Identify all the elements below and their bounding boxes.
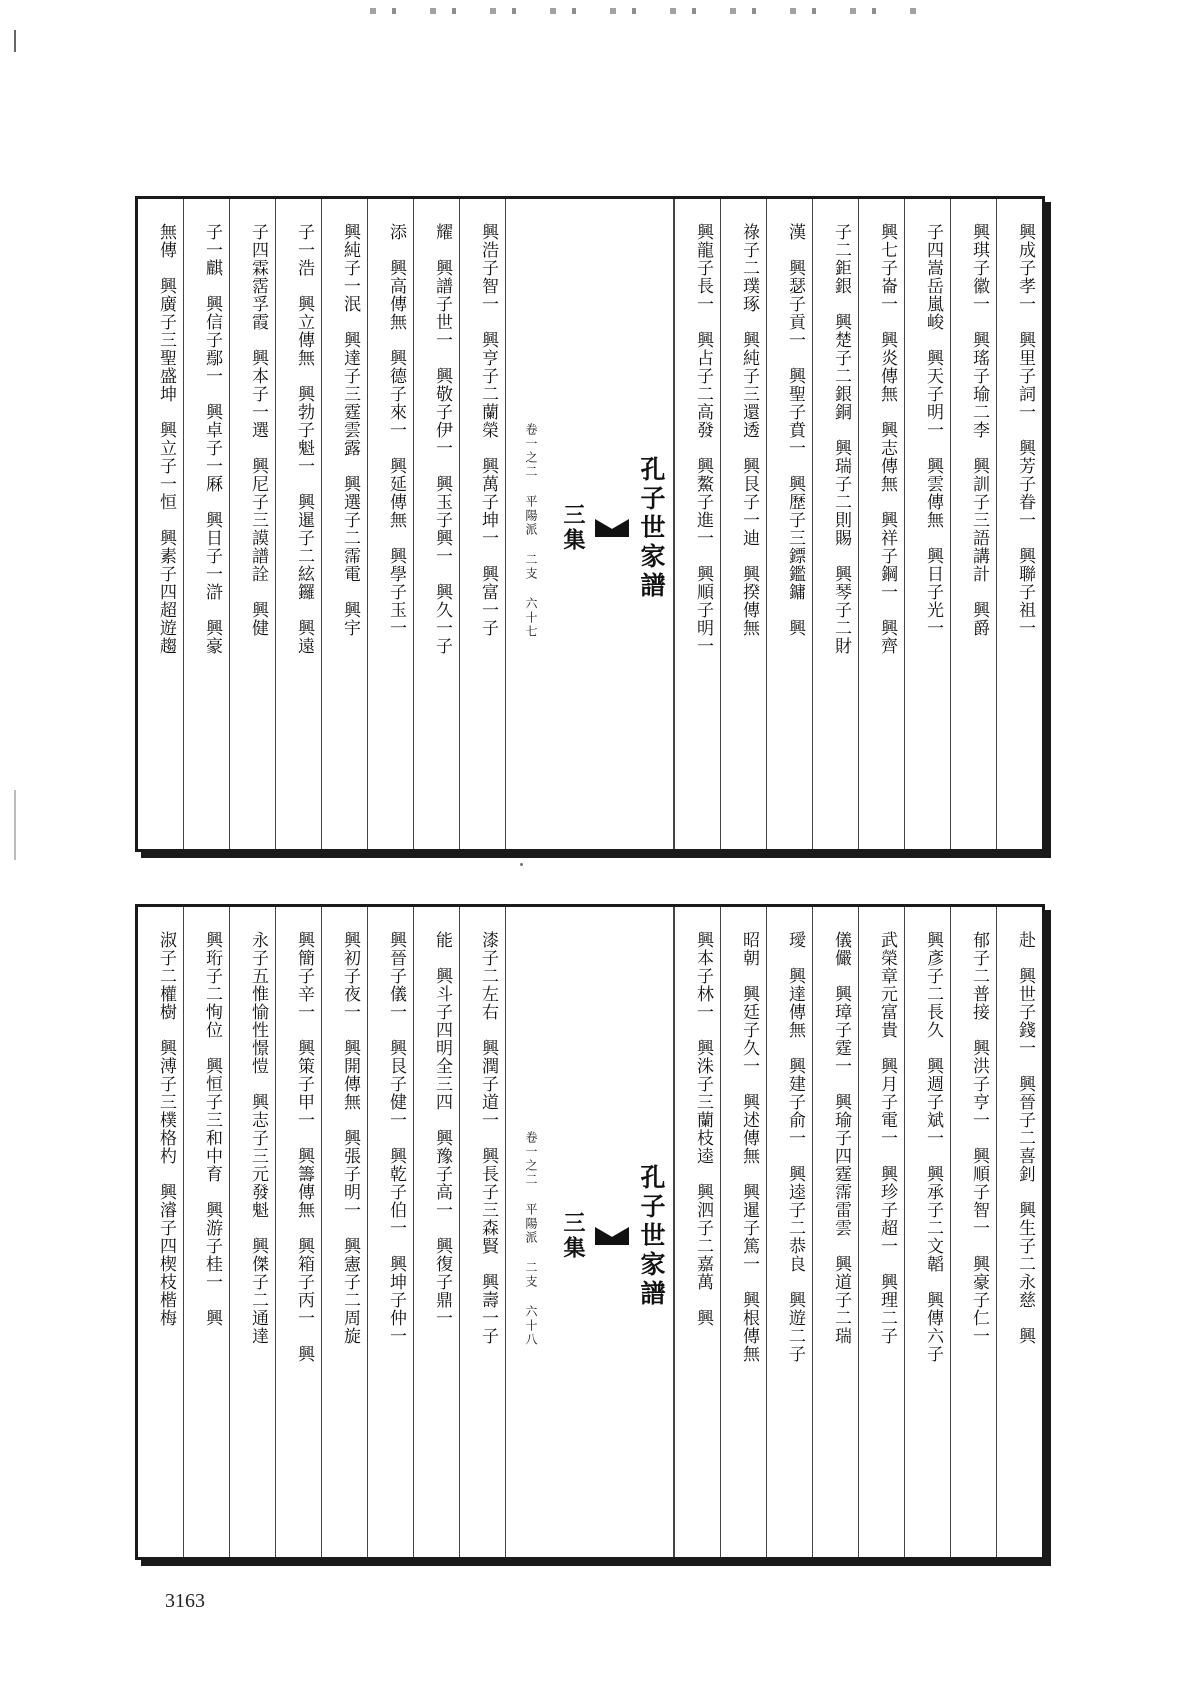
entry-column: 璦 興達傳無 興建子俞一 興逵子二恭良 興遊二子 bbox=[766, 907, 812, 1557]
fish-tail-mark-icon bbox=[595, 519, 629, 537]
entry-column: 子四嵩岳嵐峻 興天子明一 興雲傳無 興日子光一 bbox=[904, 199, 950, 849]
scan-margin-mark bbox=[14, 790, 16, 860]
genealogy-page-68 bbox=[135, 904, 1045, 1560]
entry-column: 興純子一泯 興達子三霆雲露 興選子二霈電 興宇 bbox=[321, 199, 367, 849]
entry-column: 漢 興瑟子貢一 興聖子賁一 興歷子三鏢鑑鏞 興 bbox=[766, 199, 812, 849]
entry-column: 興浩子智一 興亨子二蘭榮 興萬子坤一 興富一子 bbox=[459, 199, 505, 849]
entry-column: 赴 興世子錢一 興晉子二喜釗 興生子二永慈 興 bbox=[996, 907, 1042, 1557]
entry-column: 子一浩 興立傳無 興勃子魁一 興暹子二絃鑼 興遠 bbox=[275, 199, 321, 849]
entry-column: 興龍子長一 興占子二高發 興鰲子進一 興順子明一 bbox=[674, 199, 720, 849]
center-fold-margin bbox=[505, 199, 674, 849]
entry-column: 興本子林一 興洙子三蘭枝逵 興泗子二嘉萬 興 bbox=[674, 907, 720, 1557]
entry-column: 興珩子二恂位 興恒子三和中育 興游子桂一 興 bbox=[183, 907, 229, 1557]
entry-column: 耀 興譜子世一 興敬子伊一 興玉子興一 興久一子 bbox=[413, 199, 459, 849]
fish-tail-mark-icon bbox=[595, 1227, 629, 1245]
entry-column: 漆子二左右 興潤子道一 興長子三森賢 興壽一子 bbox=[459, 907, 505, 1557]
entry-column: 武榮章元富貴 興月子電一 興珍子超一 興理二子 bbox=[858, 907, 904, 1557]
entry-column: 添 興高傳無 興德子來一 興延傳無 興學子玉一 bbox=[367, 199, 413, 849]
scan-edge-marks bbox=[370, 8, 930, 14]
volume-info: 卷一之二 平陽派 二支 六十七 bbox=[524, 423, 538, 639]
entry-column: 郁子二普接 興洪子亨一 興順子智一 興豪子仁一 bbox=[950, 907, 996, 1557]
entry-column: 興晉子儀一 興艮子健一 興乾子伯一 興坤子仲一 bbox=[367, 907, 413, 1557]
volume-info: 卷一之二 平陽派 二支 六十八 bbox=[524, 1131, 538, 1347]
entry-column: 子一麒 興信子鄢一 興卓子一厤 興日子一滸 興豪 bbox=[183, 199, 229, 849]
entry-column: 祿子二璞琢 興純子三還透 興艮子一迪 興揆傳無 bbox=[720, 199, 766, 849]
entry-column: 興成子孝一 興里子詞一 興芳子眷一 興聯子祖一 bbox=[996, 199, 1042, 849]
entry-column: 興初子夜一 興開傳無 興張子明一 興憲子二周旋 bbox=[321, 907, 367, 1557]
entry-column: 興彥子二長久 興週子斌一 興承子二文韜 興傳六子 bbox=[904, 907, 950, 1557]
book-title: 孔子世家譜 bbox=[637, 1163, 666, 1309]
entry-column: 子四霖霑孚霞 興本子一選 興尼子三謨譜詮 興健 bbox=[229, 199, 275, 849]
entry-column: 子二鉅銀 興楚子二銀銅 興瑞子二則賜 興琴子二財 bbox=[812, 199, 858, 849]
collection-label: 三集 bbox=[560, 503, 586, 553]
entry-column: 能 興斗子四明全三四 興豫子高一 興復子鼎一 bbox=[413, 907, 459, 1557]
entry-column: 儀儼 興璋子霆一 興瑜子四霆霈雷雲 興道子二瑞 bbox=[812, 907, 858, 1557]
genealogy-page-67 bbox=[135, 196, 1045, 852]
entry-column: 無傳 興廣子三聖盛坤 興立子一恒 興素子四超遊趨 bbox=[156, 223, 176, 655]
scan-margin-mark bbox=[14, 30, 16, 52]
center-fold-margin bbox=[505, 907, 674, 1557]
entry-column: 興琪子徽一 興瑤子瑜二李 興訓子三語講計 興爵 bbox=[950, 199, 996, 849]
entry-column: 興七子崙一 興炎傳無 興志傳無 興祥子鋼一 興齊 bbox=[858, 199, 904, 849]
collection-label: 三集 bbox=[560, 1211, 586, 1261]
page-number: 3163 bbox=[165, 1590, 205, 1612]
entry-column: 永子五惟愉性憬愷 興志子三元發魁 興傑子二通達 bbox=[229, 907, 275, 1557]
entry-column: 昭朝 興廷子久一 興述傳無 興暹子篤一 興根傳無 bbox=[720, 907, 766, 1557]
entry-column: 興簡子辛一 興策子甲一 興籌傳無 興箱子丙一 興 bbox=[275, 907, 321, 1557]
book-title: 孔子世家譜 bbox=[637, 455, 666, 601]
entry-column: 淑子二權樹 興溥子三樸格杓 興濬子四楔枝楷梅 bbox=[156, 931, 176, 1327]
scan-dust-speck bbox=[520, 863, 523, 866]
